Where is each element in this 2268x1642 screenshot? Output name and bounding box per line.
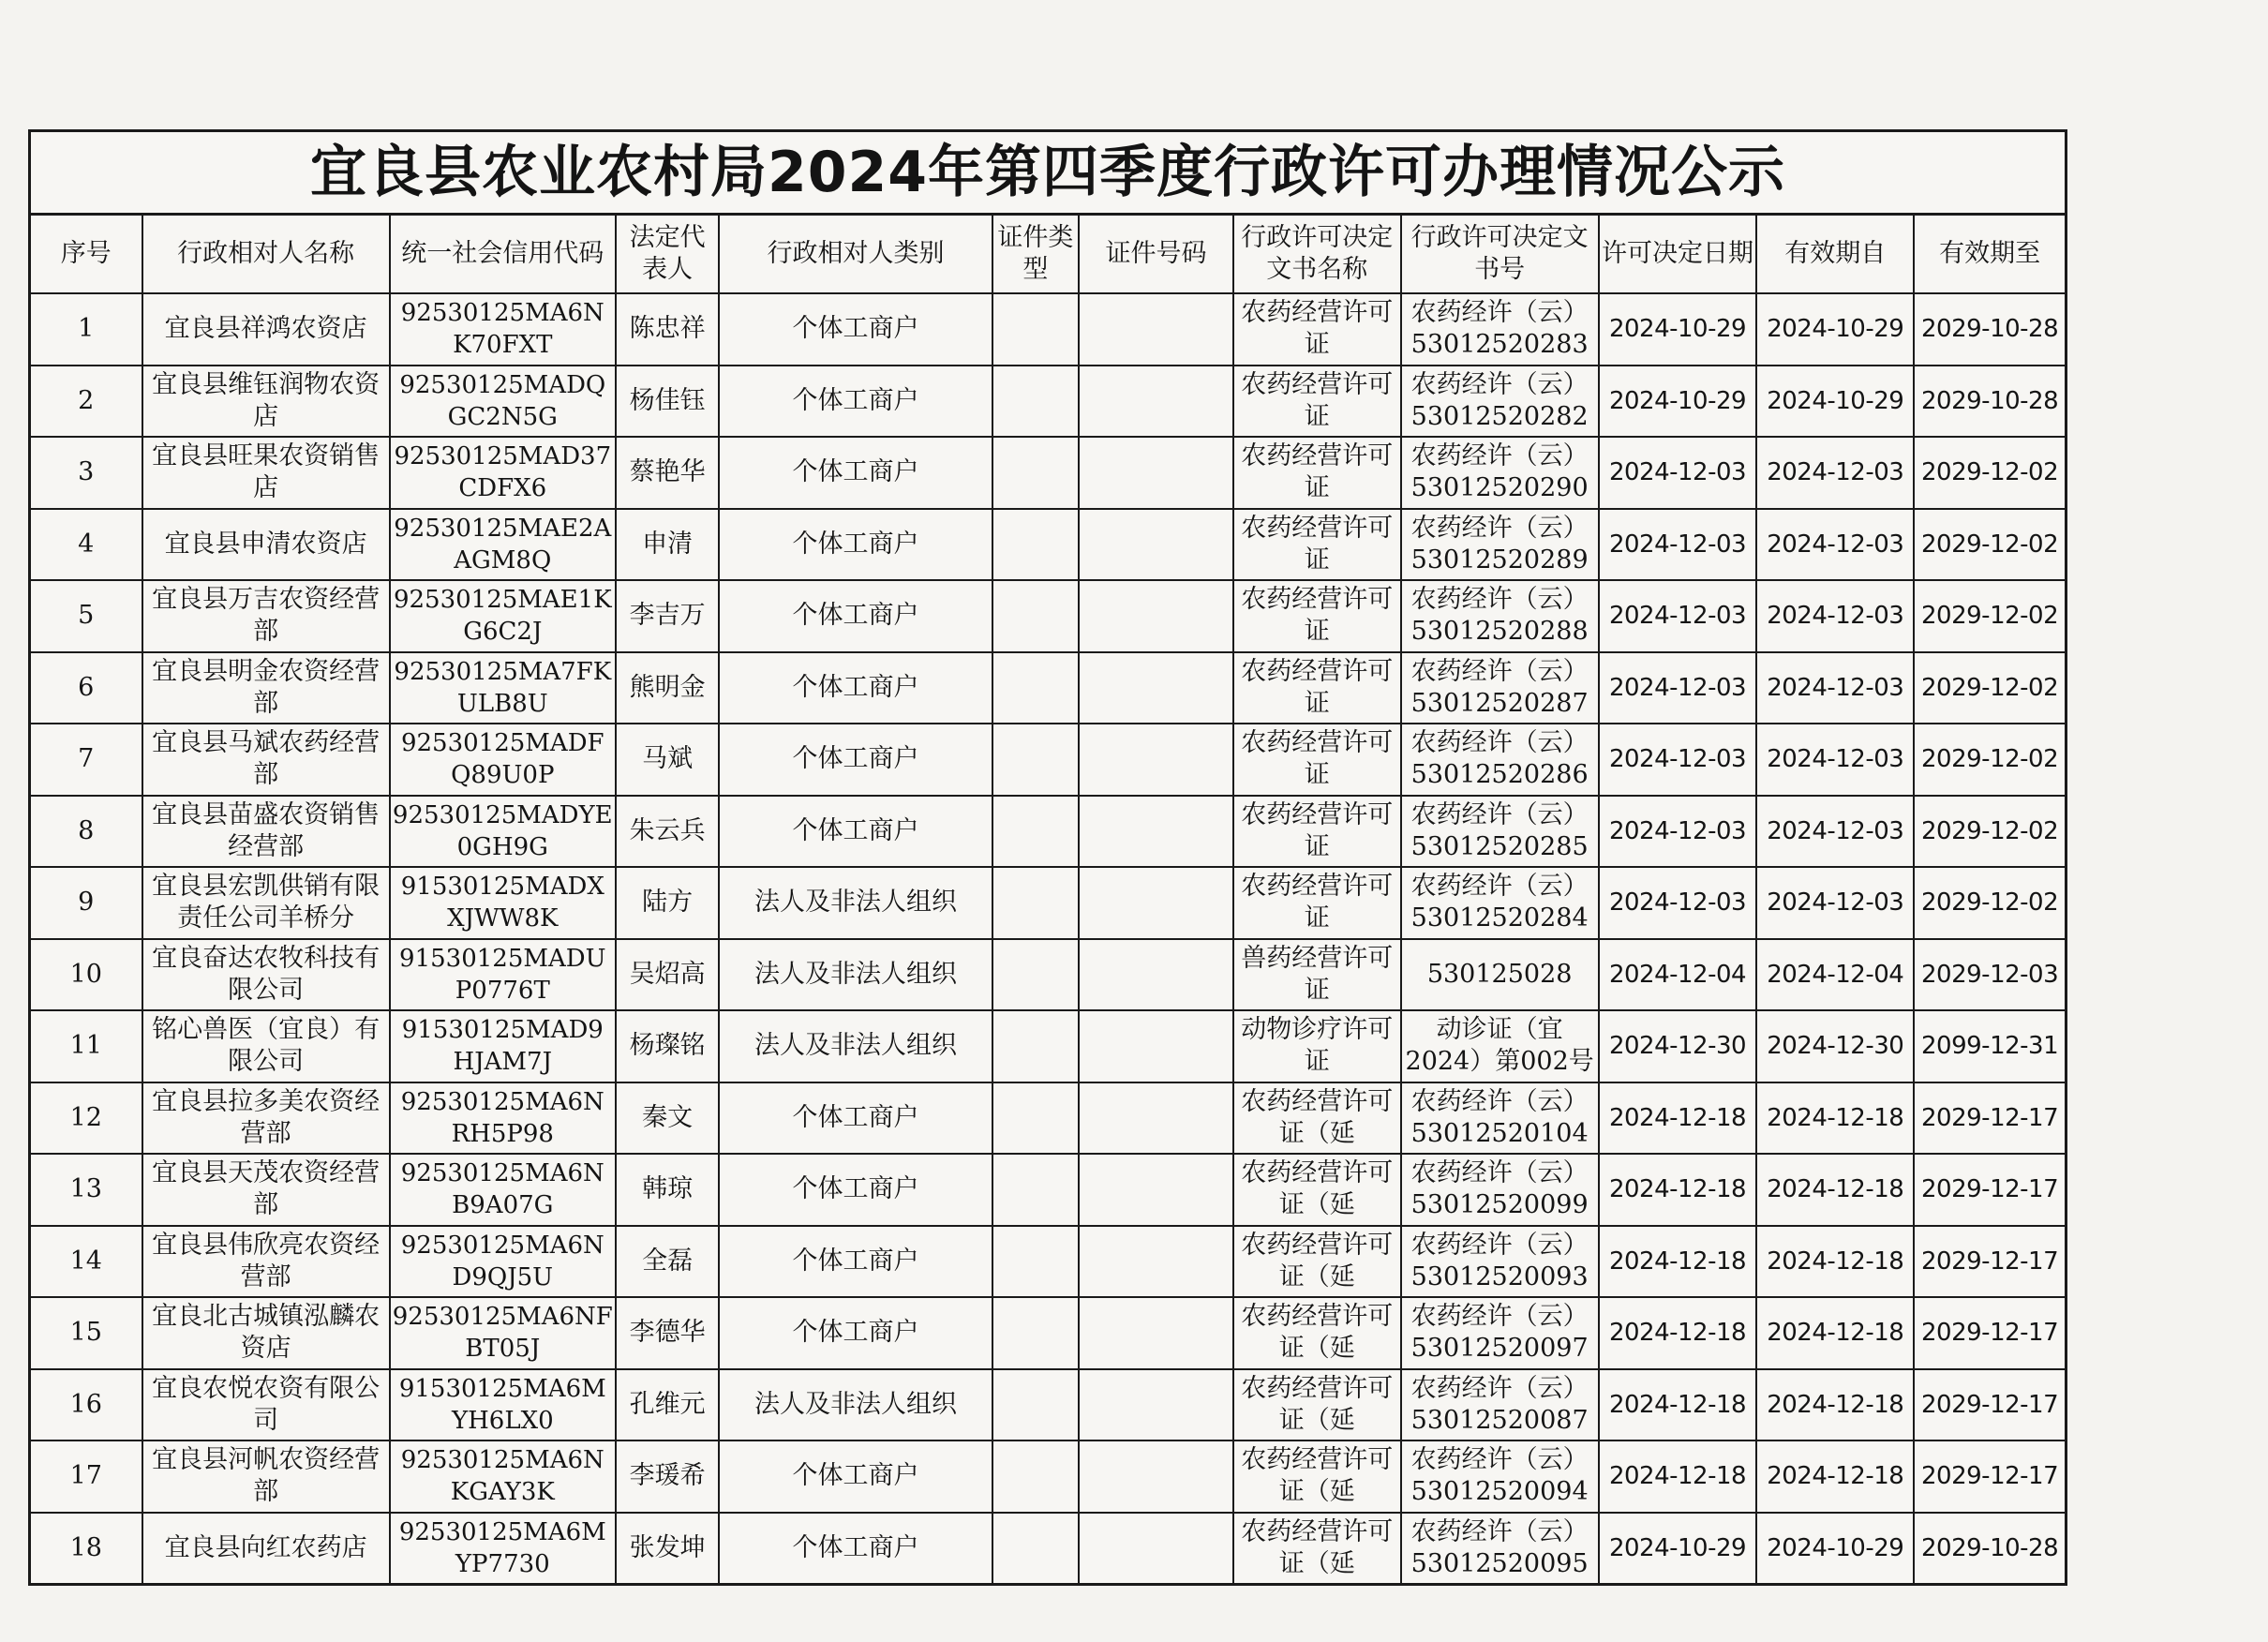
cell-party-name: 宜良县向红农药店: [142, 1513, 390, 1584]
cell-valid-until: 2029-12-02: [1914, 580, 2065, 652]
cell-decision-date: 2024-12-04: [1599, 939, 1757, 1011]
cell-valid-from: 2024-12-03: [1756, 437, 1914, 509]
cell-row-number: 13: [31, 1154, 142, 1226]
table-row: [31, 437, 2065, 509]
cell-document-type: [992, 939, 1079, 1011]
cell-credit-code: 92530125MA6NFBT05J: [390, 1297, 616, 1369]
cell-legal-representative: 杨佳钰: [616, 366, 720, 438]
cell-document-number: [1079, 1513, 1233, 1584]
cell-valid-from: 2024-12-03: [1756, 509, 1914, 581]
cell-valid-from: 2024-12-03: [1756, 652, 1914, 724]
cell-valid-until: 2099-12-31: [1914, 1010, 2065, 1082]
cell-party-category: 个体工商户: [719, 580, 992, 652]
cell-document-number: [1079, 652, 1233, 724]
cell-party-category: 个体工商户: [719, 1154, 992, 1226]
cell-document-type: [992, 293, 1079, 366]
cell-permit-document-number: 农药经许（云）53012520284: [1401, 867, 1599, 939]
cell-permit-document-number: 农药经许（云）53012520094: [1401, 1440, 1599, 1513]
cell-valid-until: 2029-10-28: [1914, 293, 2065, 366]
cell-valid-until: 2029-12-03: [1914, 939, 2065, 1011]
cell-valid-until: 2029-10-28: [1914, 366, 2065, 438]
cell-permit-document-number: 农药经许（云）53012520289: [1401, 509, 1599, 581]
cell-row-number: 18: [31, 1513, 142, 1584]
cell-permit-document-number: 农药经许（云）53012520282: [1401, 366, 1599, 438]
cell-party-name: 宜良农悦农资有限公司: [142, 1369, 390, 1441]
cell-permit-document-number: 农药经许（云）53012520286: [1401, 724, 1599, 796]
table-row: [31, 293, 2065, 366]
cell-valid-from: 2024-12-18: [1756, 1369, 1914, 1441]
cell-credit-code: 92530125MA6NKGAY3K: [390, 1440, 616, 1513]
header-valid-from: 有效期自: [1756, 216, 1914, 293]
cell-party-name: 宜良县祥鸿农资店: [142, 293, 390, 366]
cell-decision-date: 2024-10-29: [1599, 366, 1757, 438]
table-row: [31, 1226, 2065, 1298]
cell-valid-until: 2029-12-02: [1914, 437, 2065, 509]
cell-party-name: 宜良县拉多美农资经营部: [142, 1082, 390, 1155]
cell-party-name: 铭心兽医（宜良）有限公司: [142, 1010, 390, 1082]
header-legal-representative: 法定代表人: [616, 216, 720, 293]
cell-permit-document-number: 农药经许（云）53012520099: [1401, 1154, 1599, 1226]
cell-valid-from: 2024-10-29: [1756, 366, 1914, 438]
cell-document-number: [1079, 724, 1233, 796]
cell-permit-document-number: 农药经许（云）53012520097: [1401, 1297, 1599, 1369]
table-row: [31, 366, 2065, 438]
cell-document-number: [1079, 437, 1233, 509]
cell-valid-until: 2029-12-17: [1914, 1154, 2065, 1226]
cell-party-name: 宜良县伟欣亮农资经营部: [142, 1226, 390, 1298]
cell-document-type: [992, 509, 1079, 581]
cell-valid-from: 2024-12-03: [1756, 724, 1914, 796]
cell-permit-document-name: 农药经营许可证（延: [1233, 1440, 1401, 1513]
cell-row-number: 11: [31, 1010, 142, 1082]
cell-row-number: 3: [31, 437, 142, 509]
table-row: [31, 867, 2065, 939]
cell-party-name: 宜良县宏凯供销有限责任公司羊桥分: [142, 867, 390, 939]
document-title: 宜良县农业农村局2024年第四季度行政许可办理情况公示: [31, 132, 2065, 216]
cell-party-category: 个体工商户: [719, 437, 992, 509]
cell-permit-document-name: 农药经营许可证: [1233, 437, 1401, 509]
cell-document-type: [992, 867, 1079, 939]
cell-valid-until: 2029-12-17: [1914, 1369, 2065, 1441]
cell-document-type: [992, 1369, 1079, 1441]
table-row: [31, 1369, 2065, 1441]
cell-party-category: 个体工商户: [719, 293, 992, 366]
cell-legal-representative: 秦文: [616, 1082, 720, 1155]
cell-credit-code: 91530125MADUP0776T: [390, 939, 616, 1011]
cell-decision-date: 2024-12-30: [1599, 1010, 1757, 1082]
cell-credit-code: 92530125MA7FKULB8U: [390, 652, 616, 724]
cell-legal-representative: 朱云兵: [616, 796, 720, 868]
cell-legal-representative: 张发坤: [616, 1513, 720, 1584]
cell-valid-from: 2024-12-03: [1756, 580, 1914, 652]
cell-credit-code: 92530125MA6NB9A07G: [390, 1154, 616, 1226]
cell-valid-until: 2029-12-17: [1914, 1297, 2065, 1369]
cell-permit-document-number: 农药经许（云）53012520104: [1401, 1082, 1599, 1155]
cell-valid-until: 2029-12-17: [1914, 1226, 2065, 1298]
cell-row-number: 1: [31, 293, 142, 366]
cell-row-number: 17: [31, 1440, 142, 1513]
table-header-row: [31, 216, 2065, 293]
cell-party-category: 个体工商户: [719, 796, 992, 868]
cell-decision-date: 2024-12-03: [1599, 437, 1757, 509]
cell-credit-code: 92530125MADQGC2N5G: [390, 366, 616, 438]
cell-credit-code: 91530125MA6MYH6LX0: [390, 1369, 616, 1441]
cell-row-number: 9: [31, 867, 142, 939]
table-row: [31, 652, 2065, 724]
cell-valid-from: 2024-12-18: [1756, 1154, 1914, 1226]
cell-party-name: 宜良奋达农牧科技有限公司: [142, 939, 390, 1011]
notice-sheet: [28, 129, 2067, 1586]
cell-valid-from: 2024-12-03: [1756, 796, 1914, 868]
cell-decision-date: 2024-12-03: [1599, 796, 1757, 868]
cell-row-number: 7: [31, 724, 142, 796]
cell-document-number: [1079, 366, 1233, 438]
cell-document-number: [1079, 1440, 1233, 1513]
cell-document-number: [1079, 1010, 1233, 1082]
cell-valid-from: 2024-12-03: [1756, 867, 1914, 939]
cell-valid-from: 2024-12-18: [1756, 1440, 1914, 1513]
cell-permit-document-name: 农药经营许可证（延: [1233, 1226, 1401, 1298]
cell-document-number: [1079, 1226, 1233, 1298]
cell-permit-document-name: 农药经营许可证: [1233, 652, 1401, 724]
cell-credit-code: 92530125MAE1KG6C2J: [390, 580, 616, 652]
cell-permit-document-name: 农药经营许可证（延: [1233, 1082, 1401, 1155]
cell-document-type: [992, 1010, 1079, 1082]
table-row: [31, 509, 2065, 581]
cell-legal-representative: 申清: [616, 509, 720, 581]
cell-valid-from: 2024-10-29: [1756, 293, 1914, 366]
cell-document-number: [1079, 939, 1233, 1011]
cell-legal-representative: 孔维元: [616, 1369, 720, 1441]
cell-party-name: 宜良县苗盛农资销售经营部: [142, 796, 390, 868]
cell-credit-code: 92530125MA6NRH5P98: [390, 1082, 616, 1155]
cell-party-category: 法人及非法人组织: [719, 939, 992, 1011]
cell-permit-document-name: 农药经营许可证（延: [1233, 1369, 1401, 1441]
cell-legal-representative: 李德华: [616, 1297, 720, 1369]
cell-credit-code: 92530125MA6NK70FXT: [390, 293, 616, 366]
cell-credit-code: 92530125MA6MYP7730: [390, 1513, 616, 1584]
cell-legal-representative: 马斌: [616, 724, 720, 796]
cell-legal-representative: 李瑗希: [616, 1440, 720, 1513]
cell-row-number: 10: [31, 939, 142, 1011]
cell-party-name: 宜良县明金农资经营部: [142, 652, 390, 724]
cell-credit-code: 92530125MAE2AAGM8Q: [390, 509, 616, 581]
cell-document-type: [992, 366, 1079, 438]
cell-document-number: [1079, 1082, 1233, 1155]
cell-document-type: [992, 796, 1079, 868]
cell-party-category: 个体工商户: [719, 366, 992, 438]
cell-document-number: [1079, 509, 1233, 581]
cell-permit-document-name: 农药经营许可证: [1233, 580, 1401, 652]
cell-document-number: [1079, 867, 1233, 939]
cell-row-number: 15: [31, 1297, 142, 1369]
cell-permit-document-number: 农药经许（云）53012520290: [1401, 437, 1599, 509]
cell-permit-document-name: 农药经营许可证: [1233, 796, 1401, 868]
cell-row-number: 6: [31, 652, 142, 724]
cell-decision-date: 2024-12-03: [1599, 652, 1757, 724]
cell-valid-until: 2029-12-17: [1914, 1440, 2065, 1513]
cell-row-number: 5: [31, 580, 142, 652]
cell-decision-date: 2024-12-18: [1599, 1369, 1757, 1441]
cell-party-name: 宜良北古城镇泓麟农资店: [142, 1297, 390, 1369]
header-party-category: 行政相对人类别: [719, 216, 992, 293]
cell-legal-representative: 全磊: [616, 1226, 720, 1298]
cell-permit-document-name: 农药经营许可证: [1233, 509, 1401, 581]
cell-permit-document-number: 农药经许（云）53012520288: [1401, 580, 1599, 652]
cell-document-type: [992, 1440, 1079, 1513]
cell-party-category: 法人及非法人组织: [719, 1369, 992, 1441]
cell-document-type: [992, 1082, 1079, 1155]
table-row: [31, 1010, 2065, 1082]
cell-party-name: 宜良县河帆农资经营部: [142, 1440, 390, 1513]
cell-credit-code: 92530125MADFQ89U0P: [390, 724, 616, 796]
cell-party-name: 宜良县马斌农药经营部: [142, 724, 390, 796]
cell-valid-from: 2024-10-29: [1756, 1513, 1914, 1584]
cell-valid-until: 2029-10-28: [1914, 1513, 2065, 1584]
cell-valid-from: 2024-12-30: [1756, 1010, 1914, 1082]
cell-party-category: 个体工商户: [719, 1440, 992, 1513]
cell-valid-until: 2029-12-02: [1914, 652, 2065, 724]
table-row: [31, 1513, 2065, 1584]
cell-valid-until: 2029-12-02: [1914, 509, 2065, 581]
cell-party-category: 个体工商户: [719, 1297, 992, 1369]
cell-permit-document-name: 农药经营许可证（延: [1233, 1154, 1401, 1226]
cell-permit-document-number: 530125028: [1401, 939, 1599, 1011]
cell-legal-representative: 吴炤高: [616, 939, 720, 1011]
cell-permit-document-number: 动诊证（宜2024）第002号: [1401, 1010, 1599, 1082]
cell-permit-document-name: 兽药经营许可证: [1233, 939, 1401, 1011]
cell-decision-date: 2024-12-03: [1599, 509, 1757, 581]
cell-credit-code: 91530125MAD9HJAM7J: [390, 1010, 616, 1082]
cell-party-name: 宜良县旺果农资销售店: [142, 437, 390, 509]
cell-document-number: [1079, 293, 1233, 366]
cell-credit-code: 92530125MADYE0GH9G: [390, 796, 616, 868]
cell-permit-document-name: 农药经营许可证: [1233, 724, 1401, 796]
cell-permit-document-number: 农药经许（云）53012520093: [1401, 1226, 1599, 1298]
cell-party-category: 个体工商户: [719, 724, 992, 796]
cell-decision-date: 2024-12-03: [1599, 580, 1757, 652]
cell-decision-date: 2024-12-18: [1599, 1082, 1757, 1155]
cell-permit-document-number: 农药经许（云）53012520283: [1401, 293, 1599, 366]
header-permit-document-number: 行政许可决定文书号: [1401, 216, 1599, 293]
cell-decision-date: 2024-12-18: [1599, 1154, 1757, 1226]
table-row: [31, 724, 2065, 796]
cell-permit-document-name: 农药经营许可证: [1233, 867, 1401, 939]
cell-legal-representative: 熊明金: [616, 652, 720, 724]
cell-row-number: 4: [31, 509, 142, 581]
header-document-type: 证件类型: [992, 216, 1079, 293]
table-body: [31, 293, 2065, 1583]
cell-party-name: 宜良县维钰润物农资店: [142, 366, 390, 438]
cell-document-type: [992, 1513, 1079, 1584]
permit-table: [31, 216, 2065, 1583]
header-valid-until: 有效期至: [1914, 216, 2065, 293]
table-row: [31, 796, 2065, 868]
cell-legal-representative: 李吉万: [616, 580, 720, 652]
cell-party-name: 宜良县万吉农资经营部: [142, 580, 390, 652]
cell-credit-code: 91530125MADXXJWW8K: [390, 867, 616, 939]
cell-party-name: 宜良县申清农资店: [142, 509, 390, 581]
cell-decision-date: 2024-12-18: [1599, 1226, 1757, 1298]
cell-party-category: 法人及非法人组织: [719, 867, 992, 939]
cell-party-category: 个体工商户: [719, 1513, 992, 1584]
cell-permit-document-number: 农药经许（云）53012520285: [1401, 796, 1599, 868]
cell-valid-from: 2024-12-18: [1756, 1082, 1914, 1155]
cell-permit-document-number: 农药经许（云）53012520095: [1401, 1513, 1599, 1584]
cell-document-type: [992, 724, 1079, 796]
header-permit-document-name: 行政许可决定文书名称: [1233, 216, 1401, 293]
table-row: [31, 939, 2065, 1011]
cell-permit-document-name: 农药经营许可证（延: [1233, 1297, 1401, 1369]
table-row: [31, 1082, 2065, 1155]
cell-permit-document-number: 农药经许（云）53012520087: [1401, 1369, 1599, 1441]
cell-valid-until: 2029-12-17: [1914, 1082, 2065, 1155]
cell-row-number: 16: [31, 1369, 142, 1441]
cell-valid-until: 2029-12-02: [1914, 724, 2065, 796]
cell-legal-representative: 韩琼: [616, 1154, 720, 1226]
cell-permit-document-name: 农药经营许可证: [1233, 366, 1401, 438]
cell-row-number: 12: [31, 1082, 142, 1155]
cell-valid-until: 2029-12-02: [1914, 867, 2065, 939]
table-row: [31, 1297, 2065, 1369]
cell-document-type: [992, 1297, 1079, 1369]
cell-document-type: [992, 580, 1079, 652]
cell-document-type: [992, 1226, 1079, 1298]
cell-document-number: [1079, 580, 1233, 652]
cell-valid-from: 2024-12-18: [1756, 1297, 1914, 1369]
cell-decision-date: 2024-10-29: [1599, 1513, 1757, 1584]
table-row: [31, 1154, 2065, 1226]
cell-document-type: [992, 437, 1079, 509]
cell-valid-from: 2024-12-18: [1756, 1226, 1914, 1298]
cell-decision-date: 2024-12-18: [1599, 1440, 1757, 1513]
cell-party-category: 个体工商户: [719, 1226, 992, 1298]
cell-party-category: 个体工商户: [719, 652, 992, 724]
header-decision-date: 许可决定日期: [1599, 216, 1757, 293]
header-party-name: 行政相对人名称: [142, 216, 390, 293]
cell-decision-date: 2024-12-18: [1599, 1297, 1757, 1369]
header-credit-code: 统一社会信用代码: [390, 216, 616, 293]
cell-permit-document-number: 农药经许（云）53012520287: [1401, 652, 1599, 724]
cell-document-type: [992, 652, 1079, 724]
table-row: [31, 1440, 2065, 1513]
cell-credit-code: 92530125MAD37CDFX6: [390, 437, 616, 509]
cell-permit-document-name: 农药经营许可证: [1233, 293, 1401, 366]
header-row-number: 序号: [31, 216, 142, 293]
cell-row-number: 8: [31, 796, 142, 868]
header-document-number: 证件号码: [1079, 216, 1233, 293]
cell-party-name: 宜良县天茂农资经营部: [142, 1154, 390, 1226]
cell-document-number: [1079, 796, 1233, 868]
cell-party-category: 个体工商户: [719, 509, 992, 581]
cell-decision-date: 2024-12-03: [1599, 867, 1757, 939]
cell-document-number: [1079, 1369, 1233, 1441]
cell-row-number: 14: [31, 1226, 142, 1298]
cell-valid-from: 2024-12-04: [1756, 939, 1914, 1011]
cell-legal-representative: 陆方: [616, 867, 720, 939]
cell-document-number: [1079, 1297, 1233, 1369]
cell-legal-representative: 蔡艳华: [616, 437, 720, 509]
cell-legal-representative: 陈忠祥: [616, 293, 720, 366]
cell-permit-document-name: 农药经营许可证（延: [1233, 1513, 1401, 1584]
cell-valid-until: 2029-12-02: [1914, 796, 2065, 868]
cell-legal-representative: 杨璨铭: [616, 1010, 720, 1082]
cell-permit-document-name: 动物诊疗许可证: [1233, 1010, 1401, 1082]
table-row: [31, 580, 2065, 652]
cell-row-number: 2: [31, 366, 142, 438]
cell-document-type: [992, 1154, 1079, 1226]
cell-document-number: [1079, 1154, 1233, 1226]
cell-decision-date: 2024-10-29: [1599, 293, 1757, 366]
cell-decision-date: 2024-12-03: [1599, 724, 1757, 796]
cell-party-category: 法人及非法人组织: [719, 1010, 992, 1082]
cell-credit-code: 92530125MA6ND9QJ5U: [390, 1226, 616, 1298]
cell-party-category: 个体工商户: [719, 1082, 992, 1155]
